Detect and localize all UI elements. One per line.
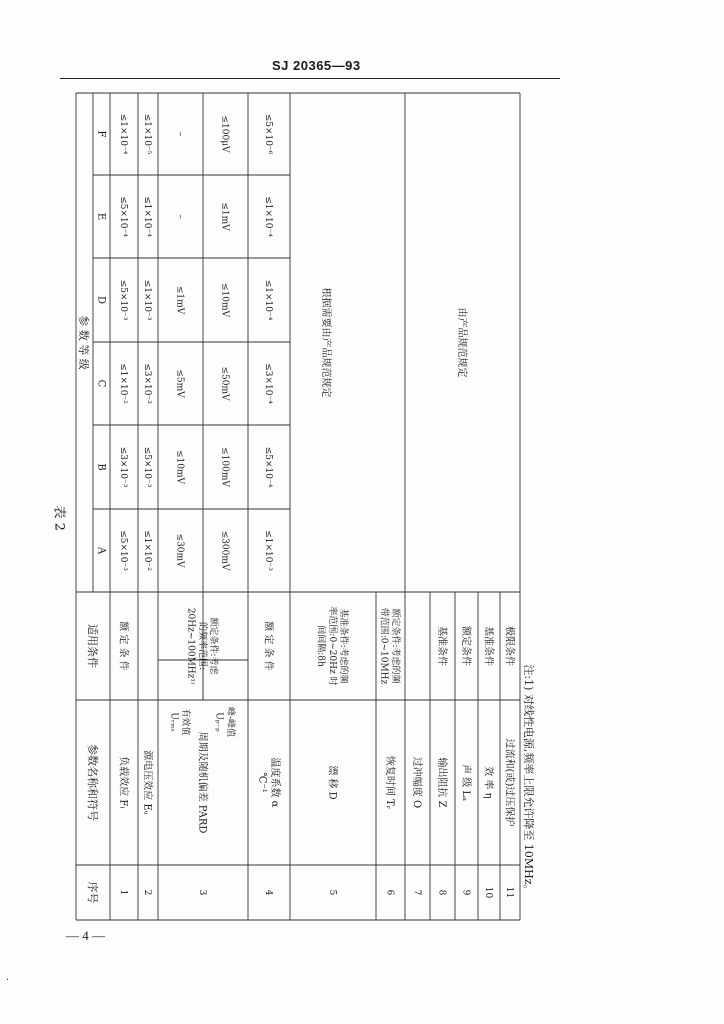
scan-speck: · (6, 975, 10, 986)
row-5-condition (316, 606, 351, 685)
row-3-sub-0-value-F (174, 132, 184, 137)
row-2-value-A-line: ≤1×10⁻² (141, 530, 152, 571)
row-7-index-line: 7 (411, 889, 422, 896)
row-1-value-F-line: ≤1×10⁻⁴ (117, 113, 128, 155)
row-5-param (327, 765, 340, 799)
row-1-value-C-line: ≤1×10⁻² (117, 363, 128, 404)
row-3-sub-1-value-C-line: ≤50mV (219, 366, 230, 401)
row-2-value-E (142, 196, 152, 237)
row-9-param-line: 声 级 Lₐ (460, 764, 471, 801)
row-4-param (256, 758, 282, 808)
row-4-value-D-line: ≤1×10⁻⁴ (262, 279, 273, 321)
row-6-param (384, 756, 397, 809)
row-8-condition-line: 基准条件 (436, 626, 447, 666)
row-4-condition-line: 额 定 条 件 (262, 621, 274, 671)
row-3-sub-0-label-line: Uᵣₘₛ (168, 712, 179, 732)
row-10-index (483, 887, 493, 899)
header-grade-D (96, 296, 107, 304)
row-8-condition (436, 626, 449, 666)
header-grade-group (77, 315, 91, 370)
row-1-value-E (118, 196, 128, 237)
row-3-sub-1-value-E-line: ≤1mV (219, 202, 230, 231)
row-4-value-C-line: ≤3×10⁻⁴ (262, 363, 273, 404)
row-5-condition-line: 间间隔:8h (315, 625, 326, 667)
row-4-value-C (263, 363, 273, 404)
header-condition (86, 624, 100, 668)
header-grade-A (96, 546, 107, 555)
row-3-sub-0-value-C (174, 369, 184, 398)
row-5-index-line: 5 (326, 889, 337, 896)
row-3-sub-1-label (214, 707, 237, 737)
row-1-value-E-line: ≤5×10⁻⁴ (117, 196, 128, 237)
row-3-sub-1-label-line: Uₚ₋ₚ (213, 712, 224, 732)
row-3-sub-1-value-F-line: ≤100μV (219, 115, 230, 153)
row-2-value-A (142, 530, 152, 571)
row-8-index-line: 8 (436, 889, 447, 896)
row-3-param-line: 周期及随机偏差 PARD (196, 731, 208, 834)
header-grade-E (96, 213, 107, 220)
row-3-sub-0-value-E (174, 214, 184, 219)
row-6-condition-line: 额定条件:考虑的频 (389, 608, 400, 684)
row-2-value-D (142, 280, 152, 321)
header-condition-line: 适用条件 (86, 624, 100, 668)
row-3-sub-1-value-E (219, 202, 229, 231)
header-grade-A-line: A (95, 546, 107, 555)
row-3-sub-1-value-F (219, 115, 229, 153)
header-param-line: 参数名称和符号 (86, 744, 100, 821)
header-grade-B-line: B (95, 463, 107, 471)
merged-cell-rows-8-11-line: 由产品规范规定 (456, 307, 467, 378)
row-5-condition-line: 基准条件:考虑的频 (338, 608, 349, 684)
row-2-value-C-line: ≤3×10⁻³ (141, 363, 152, 404)
row-1-index-line: 1 (117, 889, 128, 896)
row-5-param-line: 漂 移 D (326, 765, 338, 800)
row-3-sub-0-value-D (174, 286, 184, 315)
row-4-value-D (263, 280, 273, 321)
row-6-condition-line: 带范围:0~10MHz (378, 607, 389, 685)
row-11-param-line: 过流和(或)过压保护 (503, 738, 515, 827)
header-grade-group-line: 参 数 等 级 (77, 315, 91, 370)
row-2-value-B (142, 447, 152, 488)
row-3-index (197, 890, 207, 896)
row-3-condition-line: 20Hz~100MHz¹⁾ (185, 607, 196, 685)
row-1-value-A-line: ≤5×10⁻³ (117, 530, 128, 571)
row-2-value-D-line: ≤1×10⁻³ (141, 279, 152, 321)
row-1-index (118, 890, 128, 896)
row-1-param (118, 756, 131, 809)
row-3-sub-0-value-D-line: ≤1mV (174, 285, 185, 315)
row-6-condition (379, 608, 402, 685)
row-9-param (460, 764, 473, 801)
row-4-value-E-line: ≤1×10⁻⁴ (262, 196, 273, 237)
row-2-index (142, 890, 152, 896)
row-2-value-F-line: ≤1×10⁻⁵ (141, 113, 152, 155)
merged-cell-rows-8-11 (456, 308, 469, 378)
row-4-value-B (263, 447, 273, 488)
row-9-index-line: 9 (460, 889, 471, 896)
row-6-index (384, 890, 394, 896)
row-2-value-C (142, 363, 152, 404)
row-3-sub-1-value-B-line: ≤100mV (219, 447, 230, 487)
header-grade-C (96, 380, 107, 388)
row-1-condition (118, 621, 131, 671)
header-grade-F-line: F (95, 130, 107, 138)
row-2-param-line: 源电压效应 Eᵤ (141, 750, 153, 815)
table-note: 注:1) 对线性电源,频率上限允许降至 10MHz。 (522, 664, 535, 896)
row-3-condition-line: 额定条件:考虑 (208, 617, 219, 675)
row-11-index (504, 887, 514, 898)
row-3-sub-0-value-B-line: ≤10mV (174, 449, 185, 485)
row-10-param (483, 766, 496, 798)
row-4-condition (263, 621, 276, 671)
row-8-param (436, 757, 449, 807)
row-4-value-A-line: ≤1×10⁻³ (262, 530, 273, 571)
row-10-condition (483, 626, 496, 666)
row-1-value-B (118, 447, 128, 488)
row-3-param (197, 732, 210, 834)
row-1-value-F (118, 114, 128, 155)
header-param (86, 744, 100, 821)
header-grade-C-line: C (95, 379, 107, 388)
row-3-sub-0-label (169, 708, 192, 735)
row-5-index (327, 890, 337, 896)
row-1-value-B-line: ≤3×10⁻³ (117, 446, 128, 488)
row-1-value-D (118, 280, 128, 321)
header-index (86, 882, 100, 904)
row-4-value-E (263, 196, 273, 237)
row-9-condition-line: 额定条件 (460, 626, 471, 666)
row-3-sub-0-value-C-line: ≤5mV (174, 369, 185, 398)
row-10-index-line: 10 (482, 886, 493, 899)
row-3-sub-1-value-B (219, 447, 229, 487)
row-4-value-B-line: ≤5×10⁻⁴ (262, 446, 273, 488)
row-1-value-C (118, 363, 128, 404)
row-3-condition-line: 的频率范围: (196, 621, 207, 671)
row-1-value-A (118, 530, 128, 571)
row-11-condition (504, 626, 517, 666)
row-3-sub-1-value-C (219, 366, 229, 401)
row-5-condition-line: 率范围:0~20Hz 时 (326, 606, 337, 686)
row-4-value-A (263, 530, 273, 571)
row-3-sub-0-label-line: 有效值 (179, 708, 190, 736)
row-2-value-E-line: ≤1×10⁻⁴ (141, 196, 152, 237)
row-4-value-F-line: ≤5×10⁻⁶ (262, 113, 273, 155)
row-3-sub-1-value-D (219, 283, 229, 318)
page-number: — 4 — (66, 928, 105, 943)
header-index-line: 序号 (86, 881, 100, 904)
row-7-param-line: 过冲幅度 O (411, 756, 422, 809)
row-9-condition (460, 626, 473, 666)
row-6-param-line: 恢复时间 Tᵣ (384, 755, 395, 810)
row-3-sub-0-value-A-line: ≤30mV (174, 533, 185, 568)
row-11-condition-line: 极限条件 (503, 626, 515, 666)
merged-cell-rows-5-7 (320, 288, 333, 398)
row-4-value-F (263, 114, 273, 155)
row-3-sub-1-label-line: 峰-峰值 (224, 706, 235, 738)
row-2-index-line: 2 (141, 889, 152, 896)
row-4-index (263, 890, 273, 896)
row-11-index-line: 11 (503, 886, 514, 899)
row-8-index (436, 890, 446, 896)
row-10-condition-line: 基准条件 (482, 626, 494, 666)
row-1-condition-line: 额 定 条 件 (117, 621, 129, 671)
row-3-sub-0-value-F-line: – (174, 131, 185, 137)
row-7-param (411, 757, 424, 808)
row-4-param-line: 温度系数 α (268, 757, 280, 808)
row-10-param-line: 效 率 η (482, 766, 494, 799)
row-1-value-D-line: ≤5×10⁻³ (117, 279, 128, 321)
row-4-param-line: ℃⁻¹ (256, 772, 268, 793)
row-6-index-line: 6 (384, 889, 395, 896)
merged-cell-rows-5-7-line: 根据需要由产品规范规定 (320, 287, 331, 398)
header-grade-D-line: D (95, 295, 107, 305)
table-title: 表 2 (51, 505, 67, 531)
row-9-index (460, 890, 470, 896)
row-1-param-line: 负载效应 Fₗ (117, 756, 129, 809)
row-3-sub-0-value-A (174, 533, 184, 568)
document-number: SJ 20365—93 (272, 58, 361, 73)
header-grade-B (96, 463, 107, 470)
header-grade-F (96, 131, 107, 138)
row-3-sub-1-value-A-line: ≤300mV (219, 530, 230, 571)
row-3-index-line: 3 (196, 889, 207, 896)
row-11-param (504, 739, 517, 827)
row-4-index-line: 4 (262, 889, 273, 896)
header-grade-E-line: E (95, 212, 107, 221)
row-7-index (411, 890, 421, 896)
row-8-param-line: 输出阻抗 Z (436, 757, 447, 808)
row-3-sub-1-value-D-line: ≤10mV (219, 282, 230, 318)
row-2-value-F (142, 114, 152, 155)
row-2-param (142, 750, 155, 814)
row-3-sub-1-value-A (219, 531, 229, 571)
row-3-sub-0-value-E-line: – (174, 214, 185, 219)
row-2-value-B-line: ≤5×10⁻³ (141, 446, 152, 488)
row-3-sub-0-value-B (174, 450, 184, 485)
